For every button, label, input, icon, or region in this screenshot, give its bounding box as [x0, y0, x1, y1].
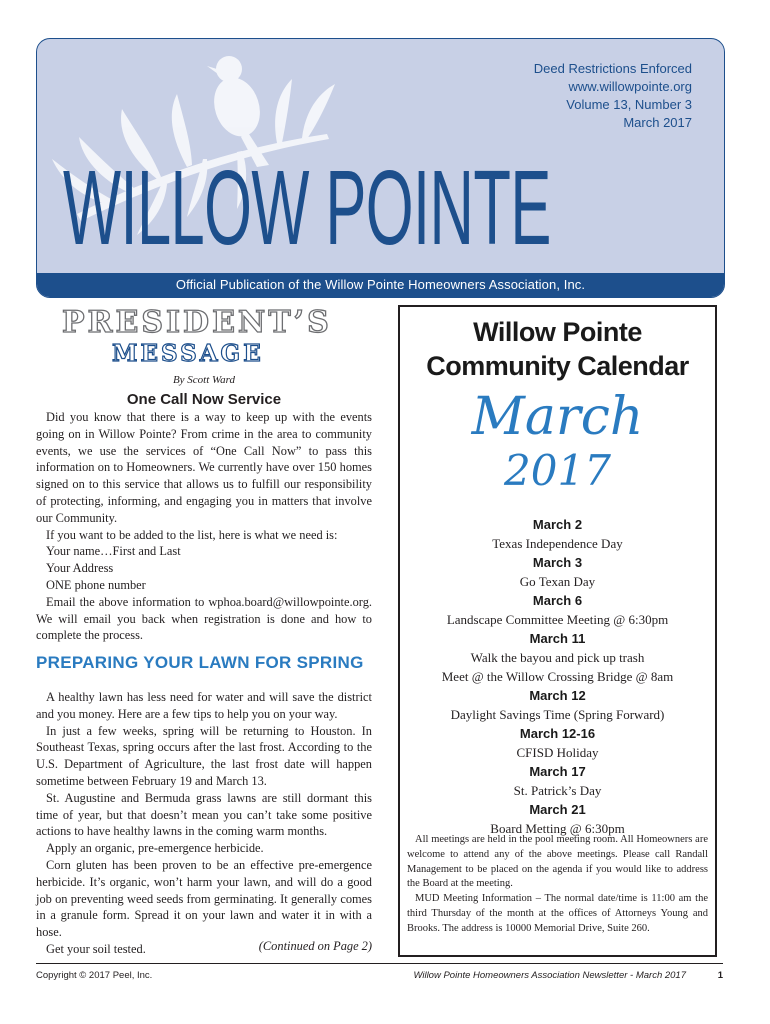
- event-date: March 17: [529, 764, 586, 779]
- paragraph: In just a few weeks, spring will be returning to Houston. In Southeast Texas, spring occurs after the last frost. According to the U.S. Department of Agriculture, the last frost date will happen sometime between February 19 and March 13.: [36, 723, 372, 788]
- paragraph: ONE phone number: [46, 577, 146, 592]
- presidents-message-subtitle: MESSAGE: [112, 340, 264, 367]
- calendar-event: [400, 629, 715, 686]
- paragraph: Your Address: [46, 561, 114, 576]
- footer-divider: [36, 963, 723, 964]
- event-description: St. Patrick’s Day: [513, 783, 602, 798]
- presidents-message-body: [36, 409, 372, 644]
- header-info-line: www.willowpointe.org: [568, 79, 692, 94]
- community-calendar-box: [398, 305, 717, 957]
- calendar-note: MUD Meeting Information – The normal date/time is 11:00 am the third Thursday of the month at the offices of Attorneys Young and Brooks. The address is 10000 Memorial Drive, Suite 260.: [407, 893, 708, 934]
- event-description: Landscape Committee Meeting @ 6:30pm: [446, 612, 669, 627]
- paragraph: Your name…First and Last: [46, 544, 181, 559]
- newsletter-masthead-title: WILLOW POINTE: [63, 149, 551, 267]
- calendar-notes: [407, 833, 708, 937]
- paragraph: Apply an organic, pre-emergence herbicide.: [46, 841, 264, 856]
- calendar-year: 2017: [504, 446, 611, 495]
- lawn-article-body: [36, 689, 372, 958]
- calendar-event: [400, 724, 715, 762]
- event-description: Walk the bayou and pick up trash: [470, 650, 645, 665]
- byline: By Scott Ward: [172, 374, 236, 386]
- paragraph: A healthy lawn has less need for water and will save the district and you money. Here are a few tips to help you on your way.: [36, 690, 372, 721]
- calendar-event: [400, 553, 715, 591]
- footer-copyright: Copyright © 2017 Peel, Inc.: [36, 970, 153, 981]
- event-description: Go Texan Day: [519, 574, 596, 589]
- header-info-line: Volume 13, Number 3: [566, 97, 692, 112]
- event-description: Daylight Savings Time (Spring Forward): [450, 707, 665, 722]
- event-date: March 11: [529, 631, 586, 646]
- paragraph: Did you know that there is a way to keep up with the events going on in Willow Pointe? From crime in the area to community events, we use the services of “One Call Now” to pass this information on to Homeowners. We currently have over 150 homes signed on to this service that allows us to fulfill our responsibility of protecting, informing, and engaging you in matters that involve our Community.: [36, 410, 372, 525]
- calendar-title-line: Willow Pointe: [473, 317, 642, 347]
- event-date: March 21: [529, 802, 586, 817]
- calendar-title: [400, 315, 715, 383]
- masthead-header: [36, 38, 725, 298]
- paragraph: Corn gluten has been proven to be an effective pre-emergence herbicide. It’s organic, won’t harm your lawn, and will do a good job on preventing weed seeds from germinating. It generally comes in a granule form. Spread it on your lawn and water it in with a hose.: [36, 857, 372, 940]
- page-number: 1: [717, 970, 723, 981]
- paragraph: If you want to be added to the list, here is what we need is:: [46, 527, 338, 542]
- event-description: Board Metting @ 6:30pm: [490, 821, 625, 836]
- paragraph: St. Augustine and Bermuda grass lawns are still dormant this time of year, but that doesn’t mean you can’t take some positive actions to have healthy lawns in the coming warm months.: [36, 790, 372, 839]
- presidents-message-title: PRESIDENT’S: [62, 305, 332, 340]
- event-date: March 3: [532, 555, 583, 570]
- event-description: Texas Independence Day: [492, 536, 623, 551]
- event-date: March 2: [532, 517, 583, 532]
- continued-note: (Continued on Page 2): [258, 939, 372, 953]
- calendar-note: All meetings are held in the pool meeting room. All Homeowners are welcome to attend any of the above meetings. Please call Randall Management to be placed on the agenda if you would like to address the Board at the meeting.: [407, 834, 708, 890]
- calendar-event: [400, 515, 715, 553]
- event-date: March 12: [529, 688, 586, 703]
- lawn-article-heading: PREPARING YOUR LAWN FOR SPRING: [36, 653, 364, 672]
- article-heading: One Call Now Service: [126, 391, 282, 408]
- calendar-event: [400, 762, 715, 800]
- publication-subtitle: Official Publication of the Willow Pointe Homeowners Association, Inc.: [37, 273, 724, 297]
- calendar-month: March: [471, 387, 644, 447]
- calendar-event: [400, 591, 715, 629]
- calendar-event-list: [400, 515, 715, 838]
- calendar-event: [400, 686, 715, 724]
- paragraph: Email the above information to wphoa.board@willowpointe.org. We will email you back when registration is done and how to complete the process.: [36, 594, 372, 643]
- event-description: Meet @ the Willow Crossing Bridge @ 8am: [441, 669, 674, 684]
- header-info-line: Deed Restrictions Enforced: [533, 61, 692, 76]
- event-date: March 12-16: [519, 726, 596, 741]
- header-info-block: [534, 60, 692, 132]
- paragraph: Get your soil tested.: [46, 941, 146, 956]
- header-info-line: March 2017: [623, 115, 692, 130]
- calendar-title-line: Community Calendar: [426, 351, 689, 381]
- event-date: March 6: [532, 593, 583, 608]
- event-description: CFISD Holiday: [516, 745, 599, 760]
- footer-publication: Willow Pointe Homeowners Association Newsletter - March 2017: [413, 970, 686, 981]
